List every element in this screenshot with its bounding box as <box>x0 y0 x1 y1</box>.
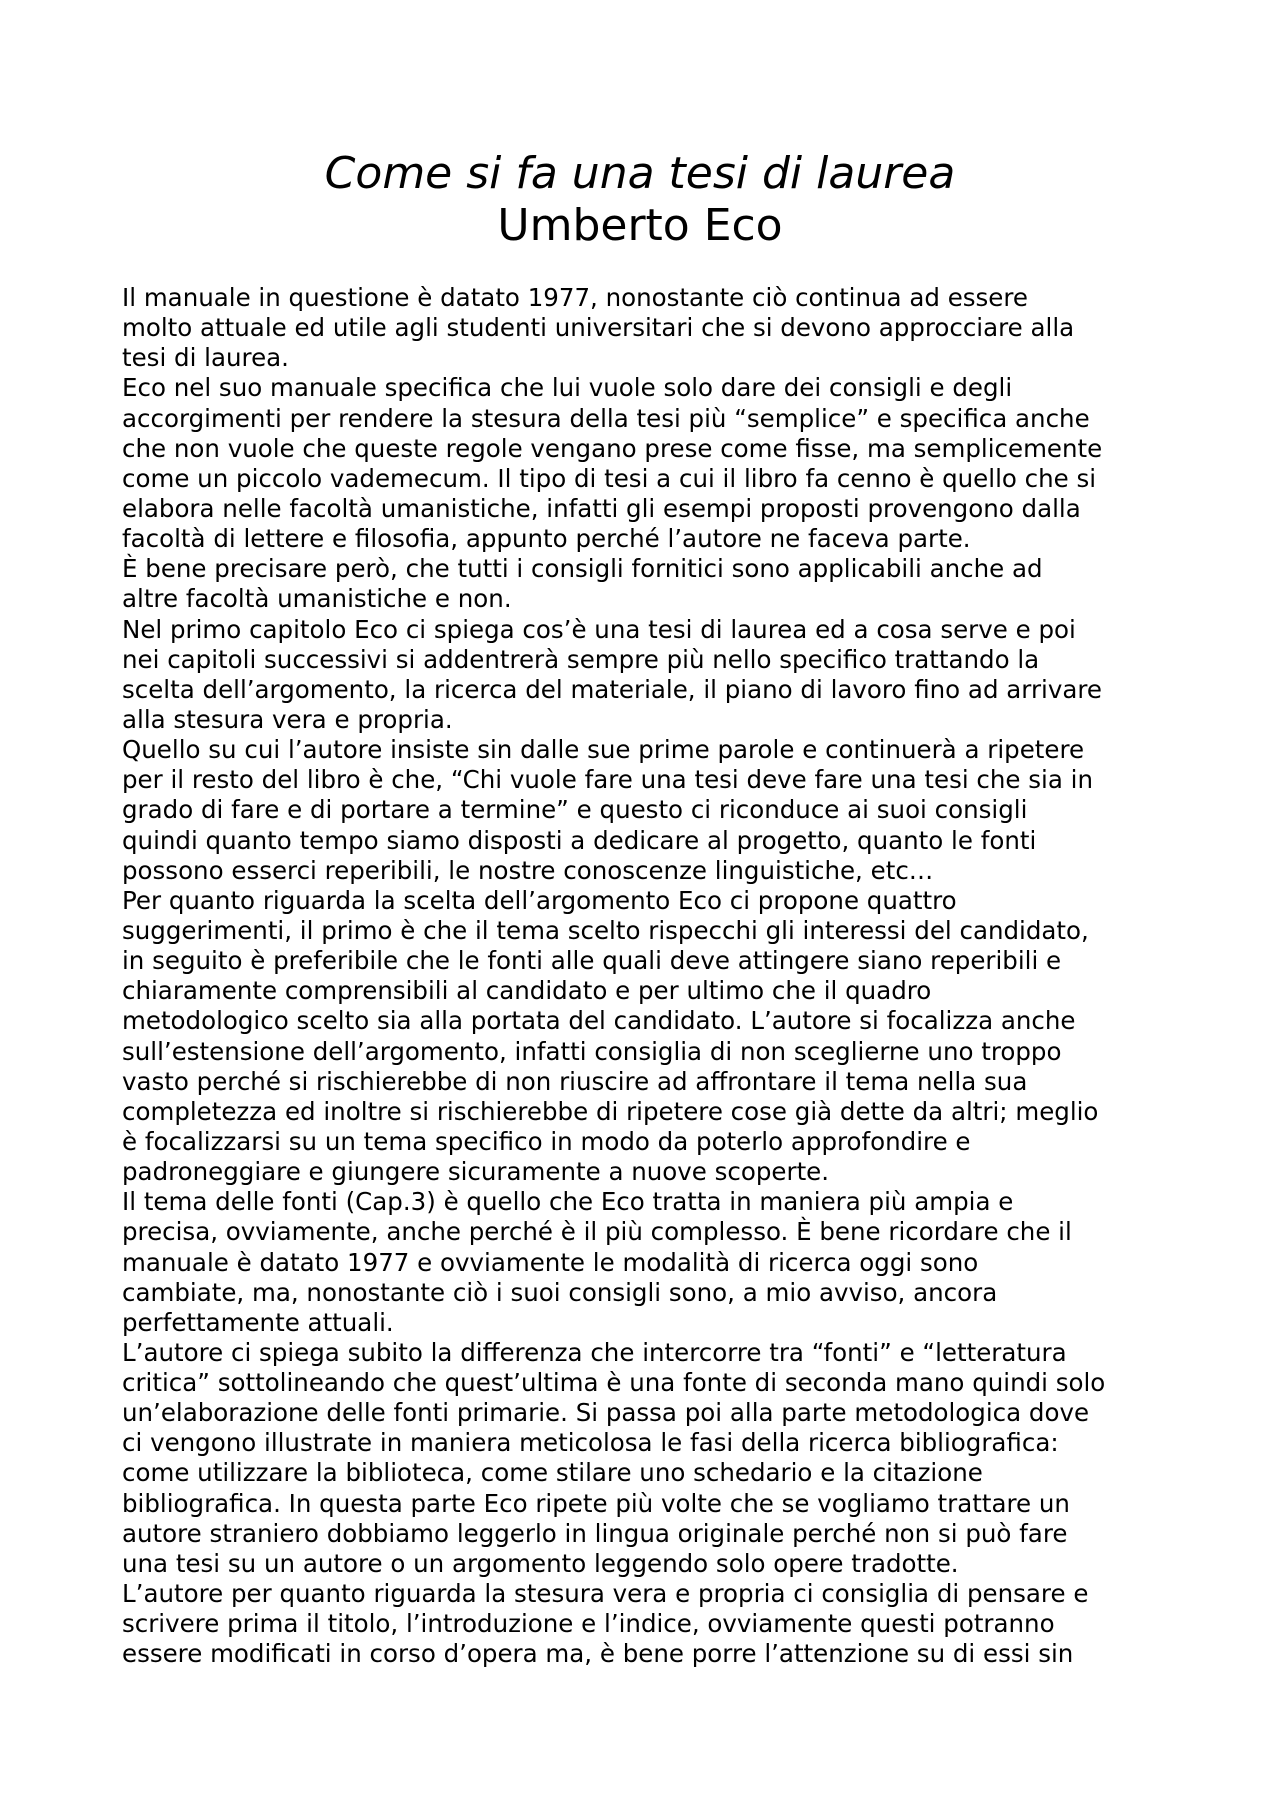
text-line: Per quanto riguarda la scelta dell’argomento Eco ci propone quattro <box>122 885 957 915</box>
text-line: scrivere prima il titolo, l’introduzione e l’indice, ovviamente questi potranno <box>122 1609 1055 1639</box>
text-line: padroneggiare e giungere sicuramente a nuove scoperte. <box>122 1157 830 1187</box>
text-line: precisa, ovviamente, anche perché è il più complesso. È bene ricordare che il <box>122 1217 1072 1247</box>
text-line: come un piccolo vademecum. Il tipo di tesi a cui il libro fa cenno è quello che si <box>122 463 1097 493</box>
text-line: in seguito è preferibile che le fonti alle quali deve attingere siano reperibili e <box>122 946 1062 976</box>
text-line: È bene precisare però, che tutti i consigli fornitici sono applicabili anche ad <box>122 554 1043 584</box>
text-line: autore straniero dobbiamo leggerlo in lingua originale perché non si può fare <box>122 1518 1068 1548</box>
text-line: altre facoltà umanistiche e non. <box>122 584 512 614</box>
text-line: quindi quanto tempo siamo disposti a dedicare al progetto, quanto le fonti <box>122 825 1037 855</box>
text-line: nei capitoli successivi si addentrerà sempre più nello specifico trattando la <box>122 644 1040 674</box>
text-line: suggerimenti, il primo è che il tema scelto rispecchi gli interessi del candidato, <box>122 915 1089 945</box>
text-line: L’autore ci spiega subito la differenza che intercorre tra “fonti” e “letteratura <box>122 1337 1067 1367</box>
text-line: è focalizzarsi su un tema specifico in modo da poterlo approfondire e <box>122 1126 971 1156</box>
text-line: per il resto del libro è che, “Chi vuole fare una tesi deve fare una tesi che sia in <box>122 765 1093 795</box>
text-line: tesi di laurea. <box>122 343 289 373</box>
text-line: alla stesura vera e propria. <box>122 704 453 734</box>
text-line: che non vuole che queste regole vengano prese come fisse, ma semplicemente <box>122 433 1103 463</box>
text-line: facoltà di lettere e filosofia, appunto perché l’autore ne faceva parte. <box>122 524 971 554</box>
text-line: molto attuale ed utile agli studenti universitari che si devono approcciare alla <box>122 313 1075 343</box>
text-line: completezza ed inoltre si rischierebbe di ripetere cose già dette da altri; meglio <box>122 1096 1099 1126</box>
text-line: bibliografica. In questa parte Eco ripete più volte che se vogliamo trattare un <box>122 1488 1070 1518</box>
text-line: un’elaborazione delle fonti primarie. Si passa poi alla parte metodologica dove <box>122 1398 1090 1428</box>
text-line: accorgimenti per rendere la stesura della tesi più “semplice” e specifica anche <box>122 403 1090 433</box>
text-line: grado di fare e di portare a termine” e questo ci riconduce ai suoi consigli <box>122 795 1028 825</box>
text-line: ci vengono illustrate in maniera meticolosa le fasi della ricerca bibliografica: <box>122 1428 1059 1458</box>
document-author: Umberto Eco <box>497 200 783 251</box>
title-block <box>0 148 1280 252</box>
text-line: elabora nelle facoltà umanistiche, infatti gli esempi proposti provengono dalla <box>122 493 1081 523</box>
text-line: perfettamente attuali. <box>122 1307 394 1337</box>
text-line: manuale è datato 1977 e ovviamente le modalità di ricerca oggi sono <box>122 1247 979 1277</box>
text-line: Il manuale in questione è datato 1977, nonostante ciò continua ad essere <box>122 283 1028 312</box>
text-line: essere modificati in corso d’opera ma, è bene porre l’attenzione su di essi sin <box>122 1639 1074 1669</box>
text-line: Il tema delle fonti (Cap.3) è quello che Eco tratta in maniera più ampia e <box>122 1187 1014 1217</box>
text-line: Nel primo capitolo Eco ci spiega cos’è una tesi di laurea ed a cosa serve e poi <box>122 614 1076 644</box>
body-text <box>122 283 1182 1669</box>
text-line: Quello su cui l’autore insiste sin dalle sue prime parole e continuerà a ripetere <box>122 735 1085 765</box>
text-line: Eco nel suo manuale specifica che lui vuole solo dare dei consigli e degli <box>122 373 1013 403</box>
text-line: una tesi su un autore o un argomento leggendo solo opere tradotte. <box>122 1548 959 1578</box>
text-line: metodologico scelto sia alla portata del candidato. L’autore si focalizza anche <box>122 1006 1076 1036</box>
text-line: critica” sottolineando che quest’ultima è una fonte di seconda mano quindi solo <box>122 1368 1106 1398</box>
text-line: scelta dell’argomento, la ricerca del materiale, il piano di lavoro fino ad arrivare <box>122 674 1102 704</box>
text-line: chiaramente comprensibili al candidato e per ultimo che il quadro <box>122 976 932 1006</box>
document-title: Come si fa una tesi di laurea <box>324 148 956 199</box>
text-line: sull’estensione dell’argomento, infatti consiglia di non sceglierne uno troppo <box>122 1036 1062 1066</box>
text-line: possono esserci reperibili, le nostre conoscenze linguistiche, etc… <box>122 855 934 885</box>
text-line: come utilizzare la biblioteca, come stilare uno schedario e la citazione <box>122 1458 983 1488</box>
text-line: cambiate, ma, nonostante ciò i suoi consigli sono, a mio avviso, ancora <box>122 1277 998 1307</box>
text-line: vasto perché si rischierebbe di non riuscire ad affrontare il tema nella sua <box>122 1066 1028 1096</box>
text-line: L’autore per quanto riguarda la stesura vera e propria ci consiglia di pensare e <box>122 1579 1089 1609</box>
